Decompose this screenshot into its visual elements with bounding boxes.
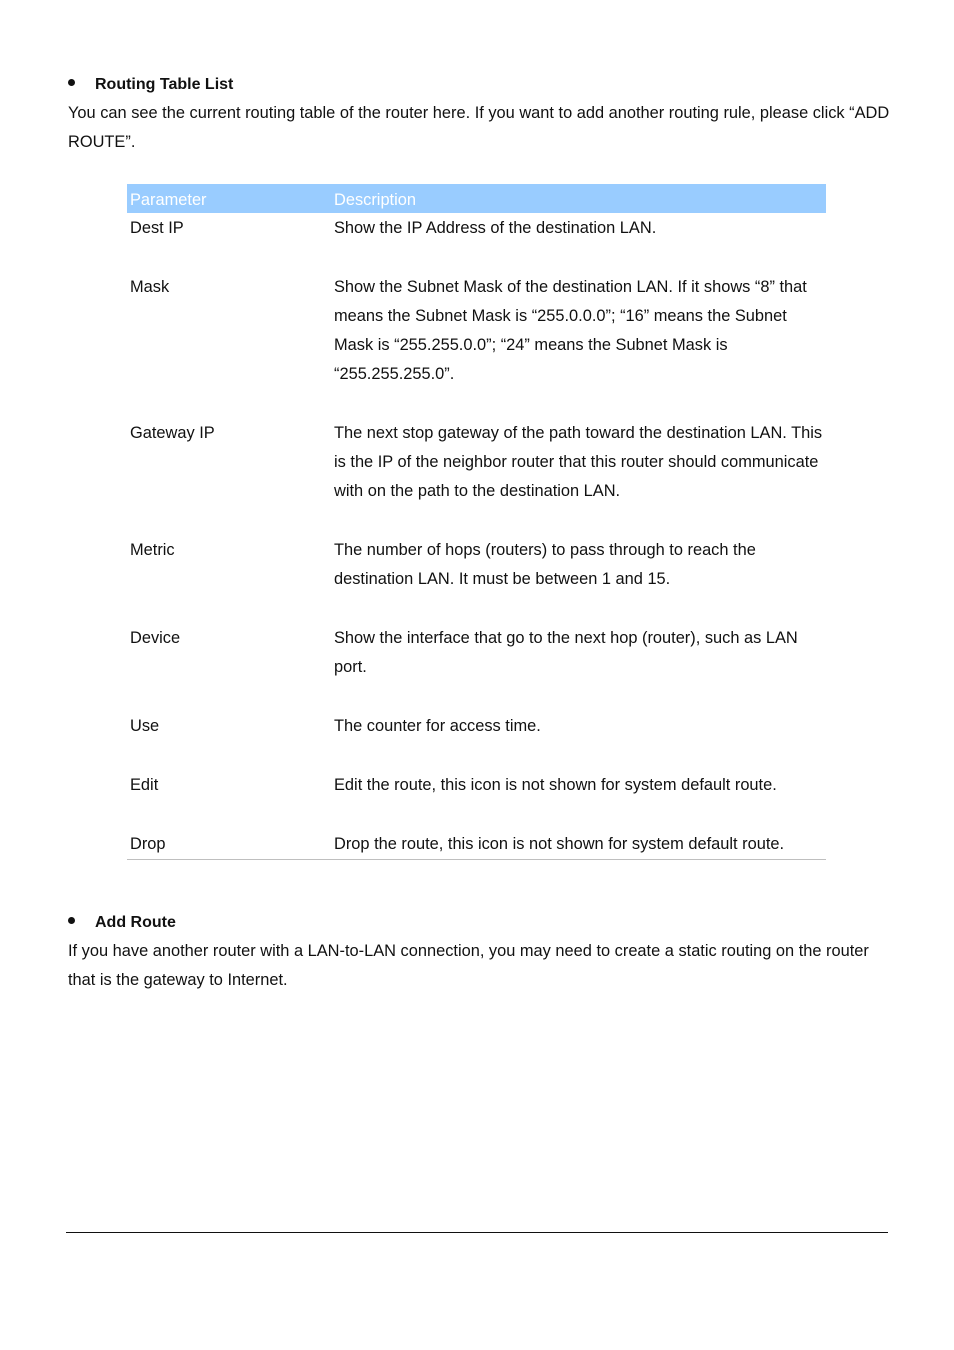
section-heading-add-route [68,913,176,933]
row-parameter: Device [130,629,181,647]
table-row [127,770,826,829]
row-parameter: Drop [130,835,166,853]
row-description: Show the IP Address of the destination LAN. [334,219,657,237]
row-parameter: Gateway IP [130,424,215,442]
row-parameter: Use [130,717,160,735]
row-description: Edit the route, this icon is not shown for system default route. [334,776,777,794]
row-description: The counter for access time. [334,717,541,735]
row-parameter: Metric [130,541,175,559]
table-row [127,213,826,272]
table-header [127,184,826,213]
table-row [127,711,826,770]
add-route-paragraph: If you have another router with a LAN-to-LAN connection, you may need to create a static routing on the router that is the gateway to Internet. [68,942,869,989]
table-row [127,829,826,859]
bullet-icon [68,917,75,924]
heading-text: Routing Table List [95,76,234,93]
row-description: Drop the route, this icon is not shown for system default route. [334,835,785,853]
parameter-table [127,184,826,860]
row-description: Show the interface that go to the next hop (router), such as LAN port. [334,629,798,676]
section-heading-routing-table-list [68,75,233,95]
heading-text: Add Route [95,914,176,931]
row-parameter: Edit [130,776,159,794]
row-parameter: Mask [130,278,170,296]
table-row [127,418,826,535]
footer-divider [66,1232,888,1233]
table-row [127,535,826,623]
header-parameter: Parameter [130,191,207,209]
bullet-icon [68,79,75,86]
row-description: The next stop gateway of the path toward the destination LAN. This is the IP of the neighbor router that this router should communicate with on the path to the destination LAN. [334,424,823,500]
row-description: The number of hops (routers) to pass through to reach the destination LAN. It must be between 1 and 15. [334,541,756,588]
header-description: Description [334,191,416,209]
table-row [127,623,826,711]
row-parameter: Dest IP [130,219,184,237]
table-row [127,272,826,418]
routing-table-intro-paragraph: You can see the current routing table of the router here. If you want to add another routing rule, please click “ADD ROUTE”. [68,104,890,151]
row-description: Show the Subnet Mask of the destination LAN. If it shows “8” that means the Subnet Mask is “255.0.0.0”; “16” means the Subnet Mask is “255.255.0.0”; “24” means the Subnet Mask is “255.255.255.0”. [334,278,807,383]
